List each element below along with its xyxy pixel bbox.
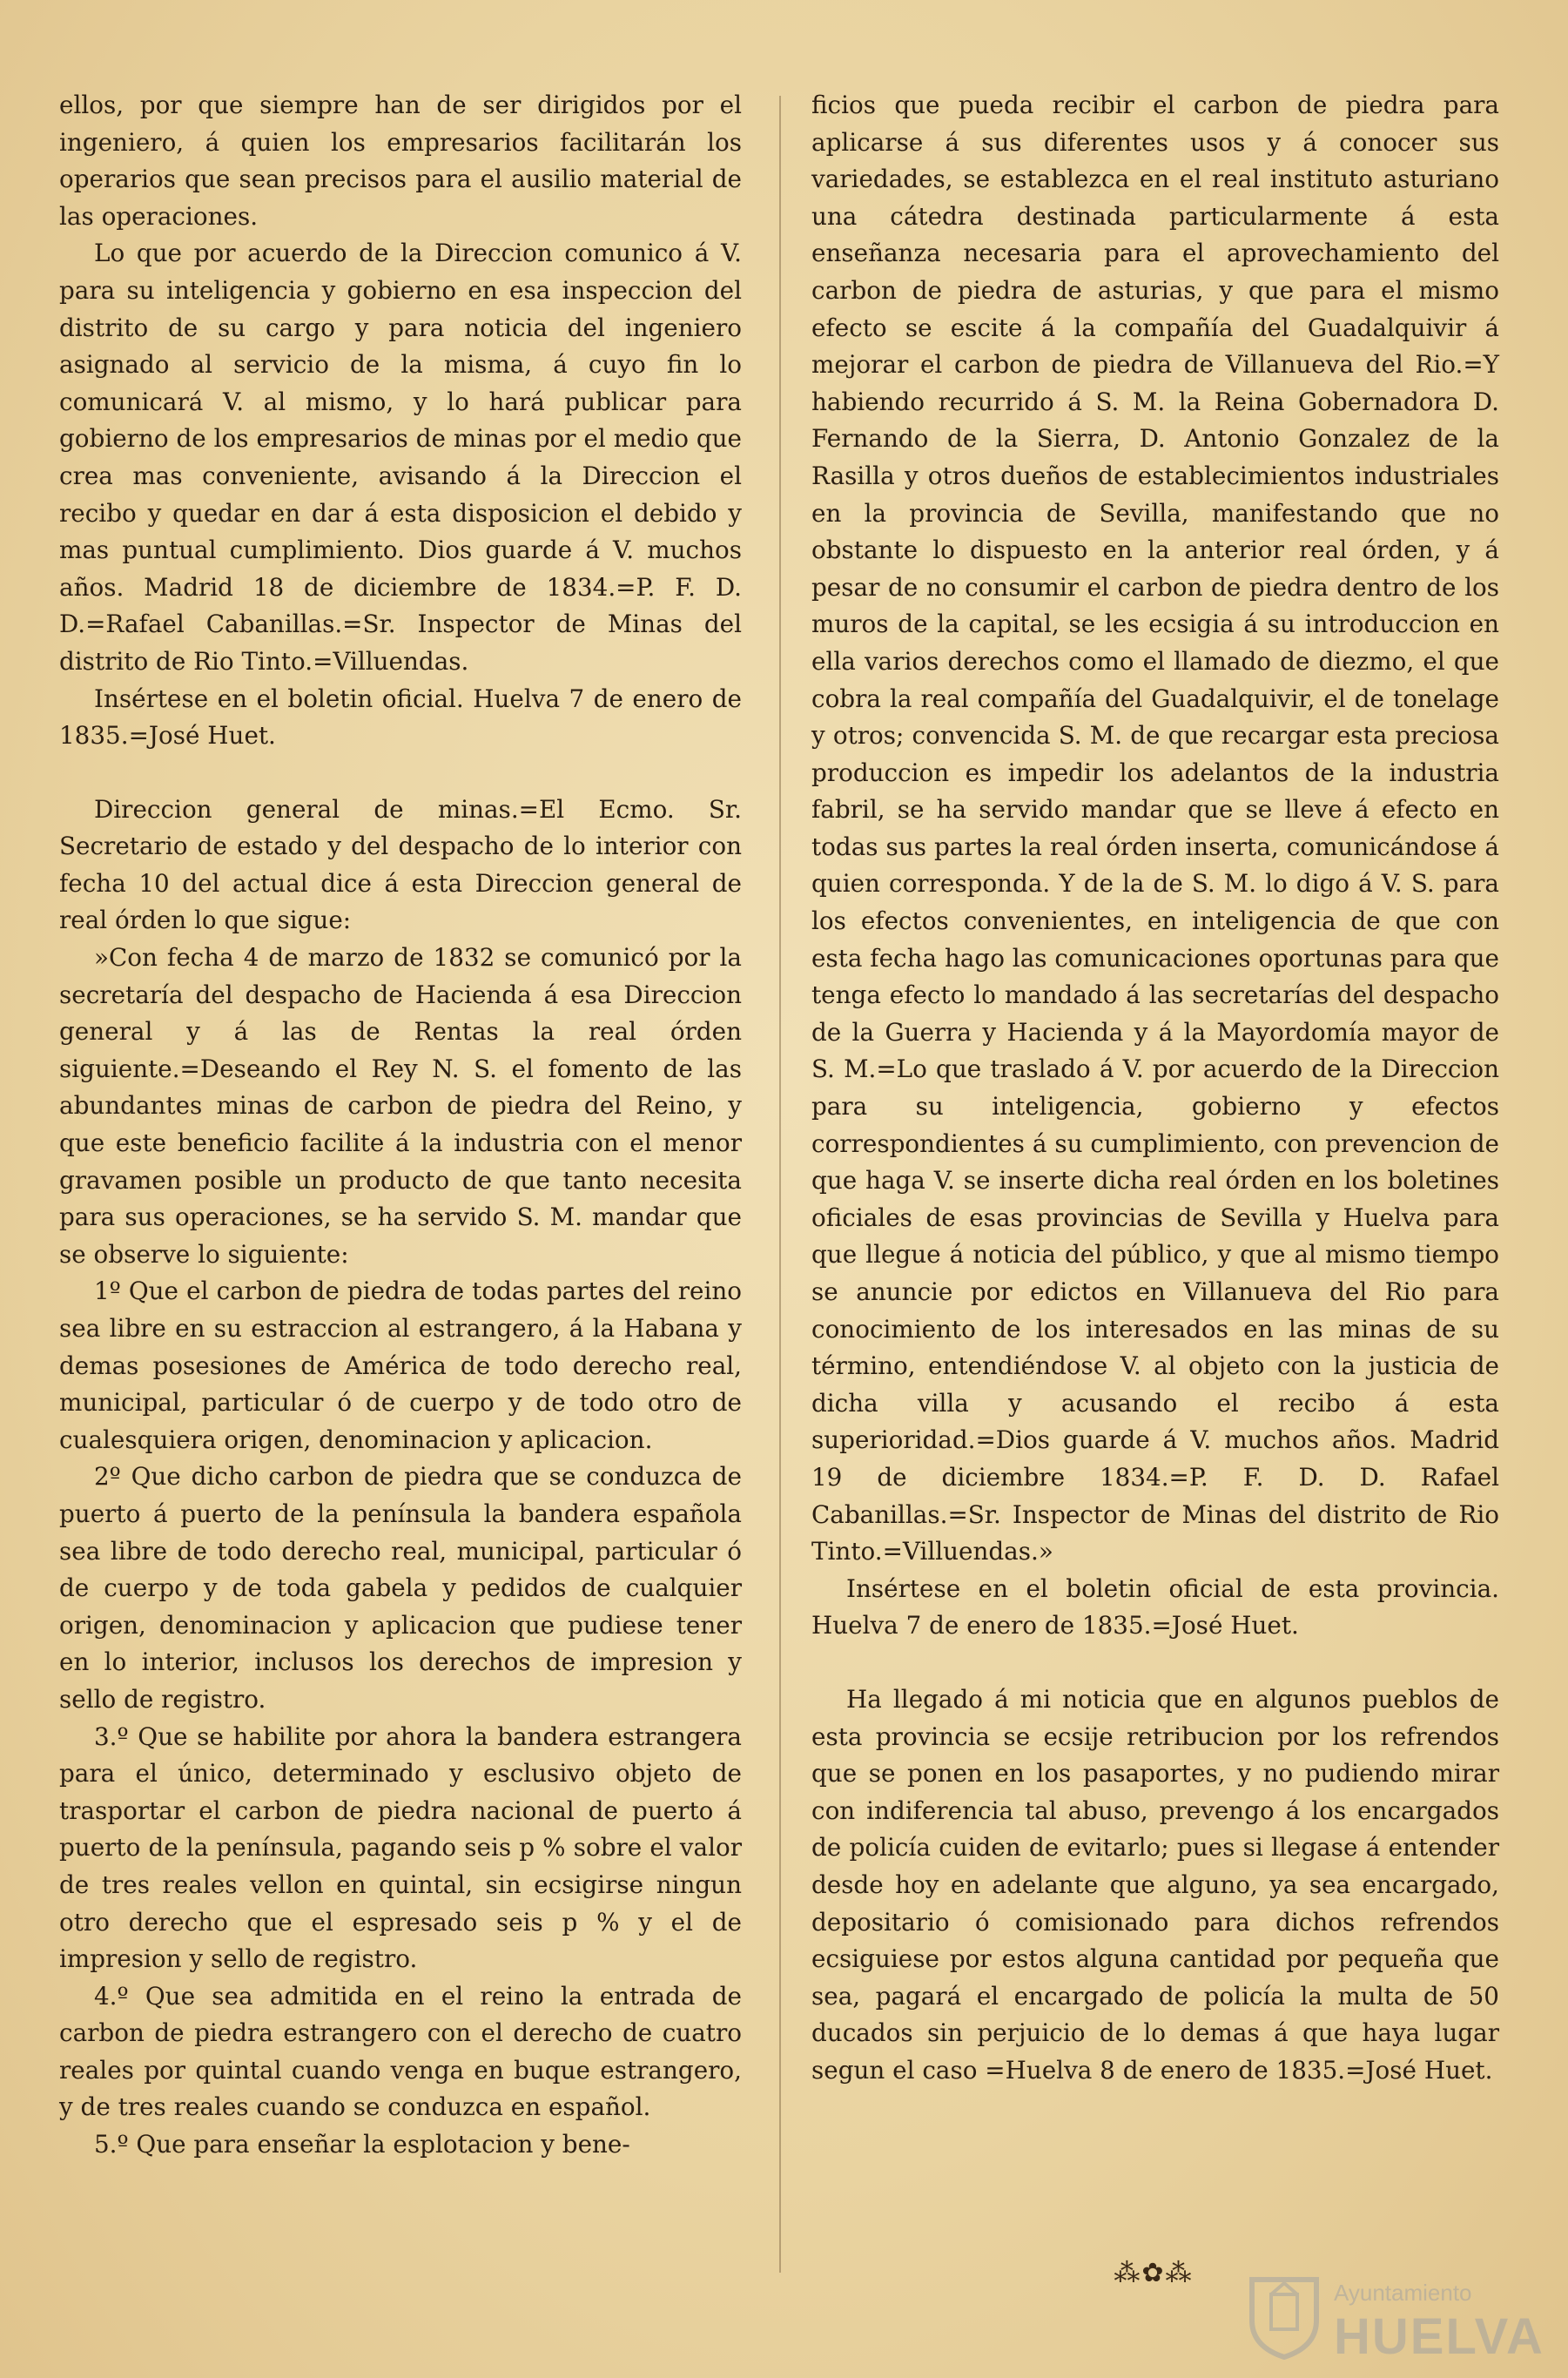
column-divider [779,96,781,2273]
paragraph-passport-notice: Ha llegado á mi noticia que en algunos pueblos de esta provincia se ecsije retribucion por los refrendos que se ponen en los pasaportes, y no pudiendo mirar con indiferencia tal abuso, prevengo á los encargados de policía cuiden de evitarlo; pues si llegase á entender desde hoy en adelante que alguno, ya sea encargado, depositario ó comisionado para dichos refrendos ecsiguiese por estos alguna cantidad por pequeña que sea, pagará el encargado de policía la multa de 50 ducados sin perjuicio de lo demas á que haya lugar segun el caso =Huelva 8 de enero de 1835.=José Huet. [811,1684,1499,2085]
shield-icon [1245,2273,1323,2360]
insertion-notice-right: Insértese en el boletin oficial de esta provincia. Huelva 7 de enero de 1835.=José Huet. [811,1573,1499,1640]
watermark-small-text: Ayuntamiento [1334,2280,1472,2306]
ornament-divider: ⁂✿⁂ [1114,2257,1194,2288]
article-1: 1º Que el carbon de piedra de todas partes del reino sea libre en su estraccion al estrangero, á la Habana y demas posesiones de América de todo derecho real, municipal, particular ó de cuerpo y de todo otro de cualesquiera origen, denominacion y aplicacion. [59,1277,742,1454]
article-3: 3.º Que se habilite por ahora la bandera estrangera para el único, determinado y esclusivo objeto de trasportar el carbon de piedra nacional de puerto á puerto de la península, pagando seis p % sobre el valor de tres reales vellon en quintal, sin ecsigirse ningun otro derecho que el espresado seis p % y el de impresion y sello de registro. [59,1721,742,1974]
paragraph-continuation: ellos, por que siempre han de ser dirigidos por el ingeniero, á quien los empresarios facilitarán los operarios que sean precisos para el ausilio material de las operaciones. [59,91,742,231]
insertion-notice: Insértese en el boletin oficial. Huelva 7 de enero de 1835.=José Huet. [59,684,742,751]
watermark-big-text: HUELVA [1334,2308,1544,2365]
right-column [811,87,1499,2089]
watermark-logo [1236,2273,1544,2368]
article-4: 4.º Que sea admitida en el reino la entrada de carbon de piedra estrangero con el derecho de cuatro reales por quintal cuando venga en buque estrangero, y de tres reales cuando se conduzca en español. [59,1981,742,2122]
paragraph-direction-notice: Lo que por acuerdo de la Direccion comunico á V. para su inteligencia y gobierno en esa inspeccion del distrito de su cargo y para noticia del ingeniero asignado al servicio de la misma, á cuyo fin lo comunicará V. al mismo, y lo hará publicar para gobierno de los empresarios de minas por el medio que crea mas conveniente, avisando á la Direccion el recibo y quedar en dar á esta disposicion el debido y mas puntual cumplimiento. Dios guarde á V. muchos años. Madrid 18 de diciembre de 1834.=P. F. D. D.=Rafael Cabanillas.=Sr. Inspector de Minas del distrito de Rio Tinto.=Villuendas. [59,239,742,676]
paragraph-royal-order: »Con fecha 4 de marzo de 1832 se comunicó por la secretaría del despacho de Hacienda á esa Direccion general y á las de Rentas la real órden siguiente.=Deseando el Rey N. S. el fomento de las abundantes minas de carbon de piedra del Reino, y que este beneficio facilite á la industria con el menor gravamen posible un producto de que tanto necesita para sus operaciones, se ha servido S. M. mandar que se observe lo siguiente: [59,943,742,1269]
article-5: 5.º Que para enseñar la esplotacion y bene- [94,2130,630,2159]
left-column [59,87,742,2164]
paragraph-continuation-right: ficios que pueda recibir el carbon de piedra para aplicarse á sus diferentes usos y á conocer sus variedades, se establezca en el real instituto asturiano una cátedra destinada particularmente á esta enseñanza necesaria para el aprovechamiento del carbon de piedra de asturias, y que para el mismo efecto se escite á la compañía del Guadalquivir á mejorar el carbon de piedra de Villanueva del Rio.=Y habiendo recurrido á S. M. la Reina Gobernadora D. Fernando de la Sierra, D. Antonio Gonzalez de la Rasilla y otros dueños de establecimientos industriales en la provincia de Sevilla, manifestando que no obstante lo dispuesto en la anterior real órden, y á pesar de no consumir el carbon de piedra dentro de los muros de la capital, se les ecsigia á su introduccion en ella varios derechos como el llamado de diezmo, el que cobra la real compañía del Guadalquivir, el de tonelage y otros; convencida S. M. de que recargar esta preciosa produccion es impedir los adelantos de la industria fabril, se ha servido mandar que se lleve á efecto en todas sus partes la real órden inserta, comunicándose á quien corresponda. Y de la de S. M. lo digo á V. S. para los efectos convenientes, en inteligencia de que con esta fecha hago las comunicaciones oportunas para que tenga efecto lo mandado á las secretarías del despacho de la Guerra y Hacienda y á la Mayordomía mayor de S. M.=Lo que traslado á V. por acuerdo de la Direccion para su inteligencia, gobierno y efectos correspondientes á su cumplimiento, con prevencion de que haga V. se inserte dicha real órden en los boletines oficiales de esas provincias de Sevilla y Huelva para que llegue á noticia del público, y que al mismo tiempo se anuncie por edictos en Villanueva del Rio para conocimiento de los interesados en las minas de su término, entendiéndose V. al objeto con la justicia de dicha villa y acusando el recibo á esta superioridad.=Dios guarde á V. muchos años. Madrid 19 de diciembre 1834.=P. F. D. D. Rafael Cabanillas.=Sr. Inspector de Minas del distrito de Rio Tinto.=Villuendas.» [811,91,1499,1566]
article-2: 2º Que dicho carbon de piedra que se conduzca de puerto á puerto de la península la bandera española sea libre de todo derecho real, municipal, particular ó de cuerpo y de toda gabela y pedidos de cualquier origen, denominacion y aplicacion que pudiese tener en lo interior, inclusos los derechos de impresion y sello de registro. [59,1462,742,1714]
paragraph-mining-directorate: Direccion general de minas.=El Ecmo. Sr. Secretario de estado y del despacho de lo interior con fecha 10 del actual dice á esta Direccion general de real órden lo que sigue: [59,794,742,935]
